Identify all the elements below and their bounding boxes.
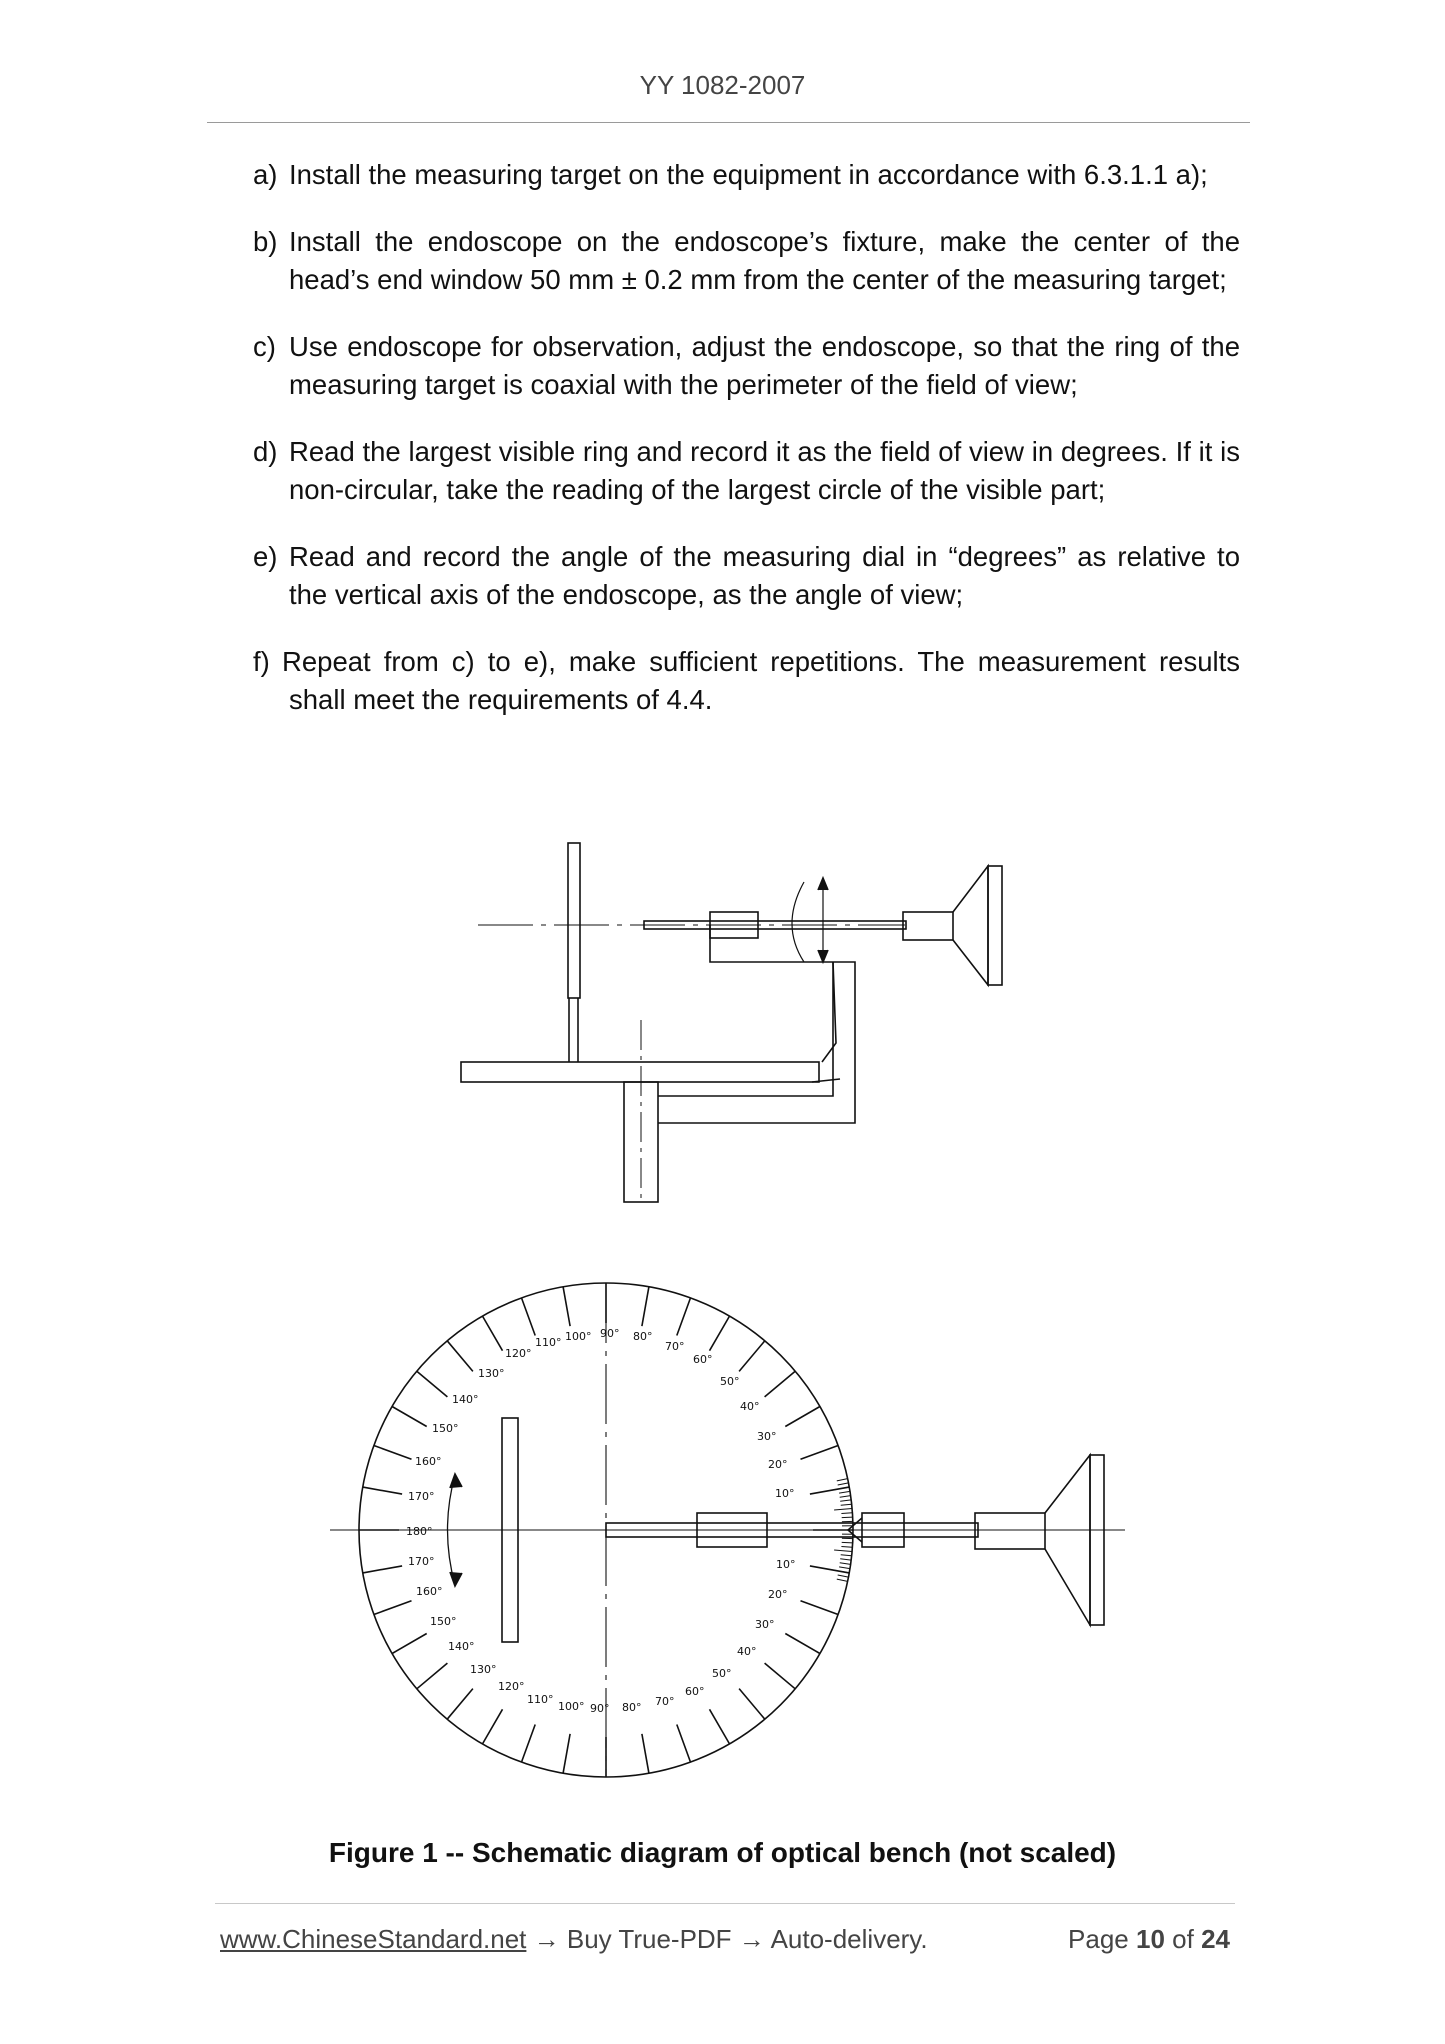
side-view	[461, 843, 1002, 1202]
dial-label: 10°	[775, 1487, 795, 1500]
fine-tick	[842, 1517, 853, 1518]
dial-label: 40°	[737, 1645, 757, 1658]
dial-tick	[801, 1601, 839, 1615]
dial-tick	[392, 1407, 427, 1427]
dial-label: 160°	[415, 1455, 442, 1468]
dial-label: 20°	[768, 1588, 788, 1601]
step-text: Read the largest visible ring and record it as the field of view in degrees. If it is non-circular, take the reading of the largest circle of the visible part;	[289, 436, 1240, 505]
dial-tick	[392, 1634, 427, 1654]
dial-label: 90°	[600, 1327, 620, 1340]
step-label: e)	[253, 541, 278, 572]
page-footer	[220, 1924, 1230, 1960]
dial-label: 120°	[498, 1680, 525, 1693]
step-e	[253, 538, 1240, 614]
dial-tick	[739, 1689, 765, 1720]
dial-tick	[710, 1709, 730, 1744]
dial-label: 60°	[693, 1353, 713, 1366]
dial-tick	[447, 1689, 473, 1720]
endoscope-body	[903, 912, 953, 940]
step-text: Use endoscope for observation, adjust the endoscope, so that the ring of the measuring target is coaxial with the perimeter of the field of view;	[289, 331, 1240, 400]
dial-label: 110°	[527, 1693, 554, 1706]
dial-label: 50°	[712, 1667, 732, 1680]
fine-tick	[840, 1563, 851, 1565]
dial-tick	[785, 1407, 820, 1427]
dial-tick	[363, 1487, 402, 1494]
dial-tick	[765, 1371, 796, 1397]
dial-tick	[563, 1287, 570, 1326]
target-plate	[568, 843, 580, 998]
fine-tick	[841, 1555, 852, 1556]
optical-bench-diagram	[320, 835, 1130, 1810]
dial-tick	[710, 1316, 730, 1351]
dial-tick	[483, 1709, 503, 1744]
dial-tick	[447, 1341, 473, 1372]
base-plate	[461, 1062, 819, 1082]
dial-tick	[522, 1298, 536, 1336]
dial-label: 170°	[408, 1490, 435, 1503]
dial-label: 100°	[565, 1330, 592, 1343]
fine-tick	[838, 1575, 849, 1577]
step-b	[253, 223, 1240, 299]
dial-label: 130°	[470, 1663, 497, 1676]
dial-tick	[522, 1725, 536, 1763]
dial-label: 90°	[590, 1702, 610, 1715]
dial-label: 50°	[720, 1375, 740, 1388]
dial-label: 70°	[655, 1695, 675, 1708]
dial-label: 10°	[776, 1558, 796, 1571]
eyepiece	[988, 866, 1002, 985]
dial-label: 120°	[505, 1347, 532, 1360]
step-text: Install the endoscope on the endoscope’s fixture, make the center of the head’s end window 50 mm ± 0.2 mm from the center of the measuring target;	[289, 226, 1240, 295]
dial-label: 110°	[535, 1336, 562, 1349]
fine-tick	[840, 1496, 851, 1498]
fine-tick	[840, 1500, 851, 1501]
dial-tick	[642, 1734, 649, 1773]
step-label: b)	[253, 226, 278, 257]
dial-label: 80°	[633, 1330, 653, 1343]
procedure-steps	[253, 156, 1240, 748]
page-number: 10	[1136, 1924, 1165, 1954]
step-label: a)	[253, 159, 278, 190]
dial-tick	[417, 1371, 448, 1397]
dial-label: 80°	[622, 1701, 642, 1714]
step-text: Read and record the angle of the measuring dial in “degrees” as relative to the vertical axis of the endoscope, as the angle of view;	[289, 541, 1240, 610]
step-f	[253, 643, 1240, 719]
endoscope-body-top	[975, 1513, 1045, 1549]
fine-tick	[839, 1491, 850, 1493]
step-a	[253, 156, 1240, 194]
website-link[interactable]: www.ChineseStandard.net	[220, 1924, 527, 1954]
dial-tick	[417, 1663, 448, 1689]
eyepiece-top	[1090, 1455, 1104, 1625]
dial-label: 170°	[408, 1555, 435, 1568]
dial-tick	[801, 1446, 839, 1460]
fine-tick	[838, 1483, 849, 1485]
step-label: f)	[253, 646, 270, 677]
fine-tick	[837, 1579, 848, 1581]
fine-tick	[841, 1547, 852, 1548]
figure-caption: Figure 1 -- Schematic diagram of optical bench (not scaled)	[328, 1837, 1117, 1868]
dial-view	[330, 1283, 1125, 1777]
dial-label: 70°	[665, 1340, 685, 1353]
fine-tick	[841, 1504, 852, 1505]
fine-tick	[834, 1550, 852, 1552]
dial-label: 130°	[478, 1367, 505, 1380]
step-text: Install the measuring target on the equipment in accordance with 6.3.1.1 a);	[289, 159, 1208, 190]
dial-tick	[739, 1341, 765, 1372]
header-divider	[207, 122, 1250, 123]
dial-tick	[642, 1287, 649, 1326]
of-word: of	[1172, 1924, 1194, 1954]
fine-tick	[842, 1542, 853, 1543]
step-label: d)	[253, 436, 278, 467]
footer-divider	[215, 1903, 1235, 1904]
dial-label: 100°	[558, 1700, 585, 1713]
dial-tick	[765, 1663, 796, 1689]
fine-tick	[832, 1487, 850, 1490]
page-indicator	[1068, 1924, 1230, 1955]
dial-label: 140°	[452, 1393, 479, 1406]
step-label: c)	[253, 331, 276, 362]
document-header	[0, 70, 1445, 101]
dial-label: 30°	[755, 1618, 775, 1631]
dial-tick	[677, 1298, 691, 1336]
dial-tick	[374, 1446, 412, 1460]
dial-label: 180°	[406, 1525, 433, 1538]
dial-tick	[483, 1316, 503, 1351]
footer-promo: → Buy True-PDF → Auto-delivery.	[526, 1924, 928, 1954]
dial-label: 150°	[432, 1422, 459, 1435]
page-word: Page	[1068, 1924, 1129, 1954]
dial-label: 40°	[740, 1400, 760, 1413]
standard-number: YY 1082-2007	[639, 70, 806, 100]
step-text: Repeat from c) to e), make sufficient repetitions. The measurement results shall meet the requirements of 4.4.	[282, 646, 1240, 715]
dial-label: 160°	[416, 1585, 443, 1598]
step-d	[253, 433, 1240, 509]
fine-tick	[840, 1559, 851, 1560]
fine-tick	[832, 1570, 850, 1573]
fine-tick	[841, 1513, 852, 1514]
fine-tick	[837, 1479, 848, 1481]
dial-label: 30°	[757, 1430, 777, 1443]
dial-label: 140°	[448, 1640, 475, 1653]
dial-tick	[677, 1725, 691, 1763]
dial-scale-labels	[406, 1327, 796, 1715]
fine-tick	[839, 1567, 850, 1569]
fine-tick	[834, 1509, 852, 1511]
dial-label: 150°	[430, 1615, 457, 1628]
dial-tick	[374, 1601, 412, 1615]
dial-tick	[785, 1634, 820, 1654]
dial-tick	[363, 1566, 402, 1573]
dial-label: 20°	[768, 1458, 788, 1471]
page-total: 24	[1201, 1924, 1230, 1954]
dial-tick	[563, 1734, 570, 1773]
dial-label: 60°	[685, 1685, 705, 1698]
step-c	[253, 328, 1240, 404]
